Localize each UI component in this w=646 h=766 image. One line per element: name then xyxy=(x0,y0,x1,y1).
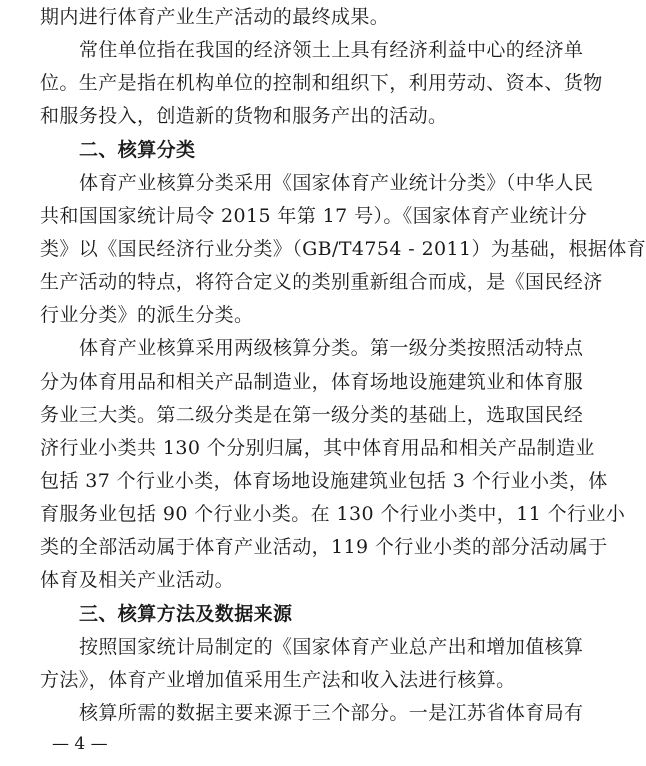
paragraph-line: 分为体育用品和相关产品制造业，体育场地设施建筑业和体育服 xyxy=(40,371,584,393)
paragraph-line: 方法》，体育产业增加值采用生产法和收入法进行核算。 xyxy=(40,669,516,691)
paragraph-line: 按照国家统计局制定的《国家体育产业总产出和增加值核算 xyxy=(79,636,584,658)
paragraph-line: 类》以《国民经济行业分类》（GB/T4754 - 2011）为基础，根据体育 xyxy=(40,238,646,260)
paragraph-line: 类的全部活动属于体育产业活动，119 个行业小类的部分活动属于 xyxy=(40,536,608,558)
paragraph-line: 常住单位指在我国的经济领土上具有经济利益中心的经济单 xyxy=(79,39,584,61)
paragraph-line: 济行业小类共 130 个分别归属，其中体育用品和相关产品制造业 xyxy=(40,437,595,459)
section-heading: 二、核算分类 xyxy=(79,139,196,161)
paragraph-line: 位。生产是指在机构单位的控制和组织下，利用劳动、资本、货物 xyxy=(40,72,603,94)
paragraph-line: 期内进行体育产业生产活动的最终成果。 xyxy=(40,6,390,28)
section-heading: 三、核算方法及数据来源 xyxy=(79,603,293,625)
paragraph-line: 核算所需的数据主要来源于三个部分。一是江苏省体育局有 xyxy=(79,702,584,724)
paragraph-line: 体育产业核算采用两级核算分类。第一级分类按照活动特点 xyxy=(79,337,584,359)
paragraph-line: 包括 37 个行业小类，体育场地设施建筑业包括 3 个行业小类，体 xyxy=(40,470,608,492)
paragraph-line: 体育及相关产业活动。 xyxy=(40,569,235,591)
paragraph-line: 和服务投入，创造新的货物和服务产出的活动。 xyxy=(40,105,448,127)
paragraph-line: 育服务业包括 90 个行业小类。在 130 个行业小类中，11 个行业小 xyxy=(40,503,626,525)
paragraph-line: 务业三大类。第二级分类是在第一级分类的基础上，选取国民经 xyxy=(40,404,584,426)
paragraph-line: 共和国国家统计局令 2015 年第 17 号）。《国家体育产业统计分 xyxy=(40,205,588,227)
page-number: — 4 — xyxy=(52,734,108,754)
paragraph-line: 行业分类》的派生分类。 xyxy=(40,304,254,326)
paragraph-line: 体育产业核算分类采用《国家体育产业统计分类》（中华人民 xyxy=(79,172,594,194)
paragraph-line: 生产活动的特点，将符合定义的类别重新组合而成，是《国民经济 xyxy=(40,271,603,293)
